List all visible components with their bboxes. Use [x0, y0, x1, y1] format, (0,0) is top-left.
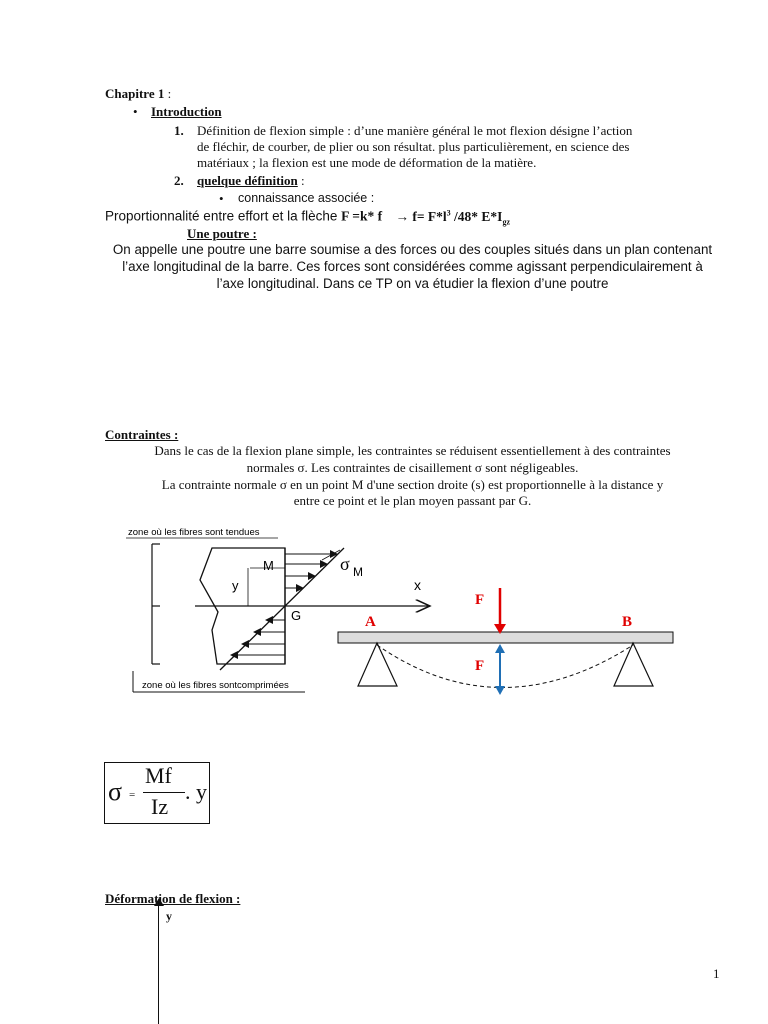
beam-diagram: [330, 580, 690, 705]
chapter-colon: :: [164, 86, 172, 101]
sigma-symbol: σ: [340, 554, 350, 574]
deformation-y-axis: [158, 902, 159, 1024]
formula-fleche-exp: 3: [446, 208, 451, 217]
proportion-text: Proportionnalité entre effort et la flèche: [105, 208, 342, 224]
formula-tail: . y: [185, 779, 207, 804]
poutre-heading: Une poutre :: [187, 226, 257, 241]
beam: [338, 632, 673, 643]
item2-number: 2.: [174, 173, 184, 188]
force-label-bottom: F: [475, 658, 485, 674]
force-label-top: F: [475, 592, 485, 608]
contraintes-line-1: Dans le cas de la flexion plane simple, les contraintes se réduisent essentiellement à des contraintes: [154, 443, 671, 458]
deflection-arrowhead-bottom: [495, 686, 505, 695]
deformation-y-label: y: [166, 909, 172, 923]
chapter-title: Chapitre 1: [105, 86, 165, 101]
deformation-heading: Déformation de flexion :: [105, 891, 241, 906]
stress-formula-box: [104, 762, 210, 824]
point-g-label: G: [291, 608, 302, 623]
formula-f-kf: F =k* f: [341, 208, 383, 224]
intro-bullet: •: [133, 104, 138, 119]
chapter-heading: [105, 86, 171, 102]
fraction-bar: [143, 792, 185, 793]
formula-denominator: Iz: [151, 794, 169, 819]
item2-colon: :: [297, 173, 305, 188]
sigma-subscript: M: [353, 565, 363, 579]
formula-fleche: [412, 208, 510, 227]
zone-compression-label: zone où les fibres sontcomprimées: [142, 680, 289, 691]
support-b-label: B: [622, 614, 633, 630]
support-a: [358, 643, 397, 686]
item2-heading: [197, 173, 305, 189]
item1-line-3: matériaux ; la flexion est une mode de déformation de la matière.: [197, 155, 537, 170]
zone-tension-label: zone où les fibres sont tendues: [128, 527, 260, 538]
page-number: 1: [713, 966, 720, 981]
y-label: y: [232, 578, 239, 593]
item1-line-1: Définition de flexion simple : d’une manière général le mot flexion désigne l’action: [197, 123, 633, 138]
formula-sigma: σ: [108, 777, 123, 806]
intro-label: Introduction: [151, 104, 222, 119]
poutre-line-2: l’axe longitudinal de la barre. Ces forces sont considérées comme agissant perpendiculairement à: [122, 259, 703, 274]
contraintes-line-2: normales σ. Les contraintes de cisaillement σ sont négligeables.: [246, 460, 579, 475]
formula-fleche-b: /48* E*I: [450, 208, 503, 224]
item1-line-2: de fléchir, de courber, de plier ou son résultat. plus particulièrement, en science des: [197, 139, 630, 154]
formula-fleche-sub: gz: [502, 217, 510, 227]
sub-bullet: •: [219, 191, 224, 206]
item1-number: 1.: [174, 123, 184, 138]
contraintes-line-4: entre ce point et le plan moyen passant par G.: [293, 493, 532, 508]
arrow-right-icon: →: [395, 208, 409, 224]
sub-bullet-text: connaissance associée :: [238, 191, 375, 205]
deflection-arrowhead-top: [495, 644, 505, 653]
x-axis-label: x: [414, 577, 421, 593]
formula-numerator: Mf: [145, 763, 172, 788]
support-a-label: A: [365, 614, 376, 630]
deflection-curve: [377, 645, 633, 688]
point-m-label: M: [263, 558, 274, 573]
poutre-line-1: On appelle une poutre une barre soumise a des forces ou des couples situés dans un plan contenant: [112, 242, 713, 257]
item2-label: quelque définition: [197, 173, 298, 188]
stress-distribution-line: [220, 548, 344, 670]
poutre-line-3: l’axe longitudinal. Dans ce TP on va étudier la flexion d’une poutre: [216, 276, 609, 291]
contraintes-line-3: La contrainte normale σ en un point M d'une section droite (s) est proportionnelle à la distance y: [161, 477, 664, 492]
contraintes-heading: Contraintes :: [105, 427, 179, 442]
formula-equals: =: [129, 789, 136, 801]
proportion-line: [105, 208, 510, 226]
y-axis-arrowhead-icon: [154, 898, 164, 906]
formula-fleche-a: f= F*l: [412, 208, 447, 224]
support-b: [614, 643, 653, 686]
